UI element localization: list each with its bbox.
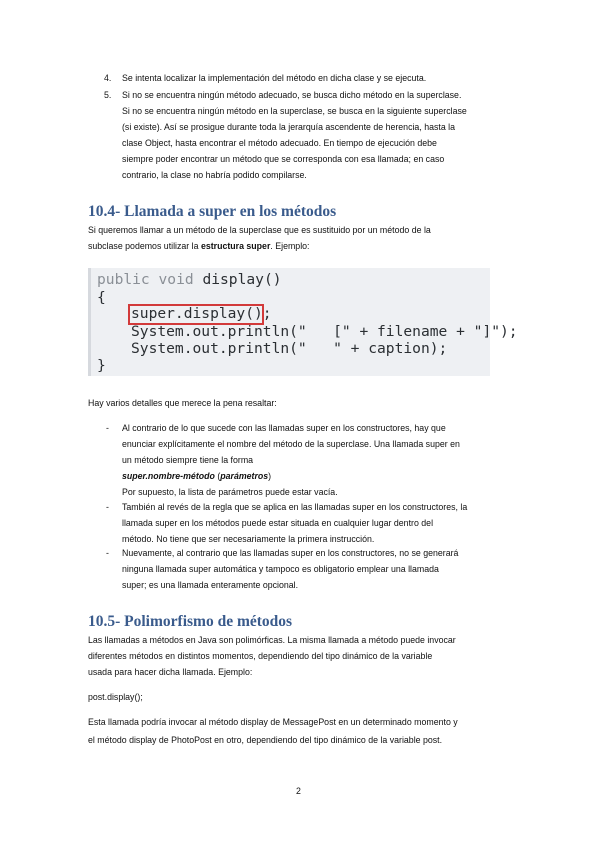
form-paren: ( bbox=[214, 471, 221, 481]
code-keyword: public void bbox=[97, 271, 203, 288]
page-number: 2 bbox=[296, 786, 301, 796]
code-block bbox=[88, 268, 518, 376]
bullet-line: un método siempre tiene la forma bbox=[122, 455, 254, 465]
intro-line: Si queremos llamar a un método de la superclase que es sustituido por un método de la bbox=[88, 225, 431, 235]
list-text-line: Si no se encuentra ningún método adecuado, se busca dicho método en la superclase. bbox=[122, 90, 462, 100]
paragraph-line: Las llamadas a métodos en Java son polimórficas. La misma llamada a método puede invocar bbox=[88, 635, 456, 645]
list-number: 4. bbox=[104, 73, 112, 83]
bullet-line: ninguna llamada super automática y tampoco es obligatorio emplear una llamada bbox=[122, 564, 439, 574]
bullet-line: llamada super en los métodos puede estar situada en cualquier lugar dentro del bbox=[122, 518, 434, 528]
code-text: display() bbox=[202, 271, 282, 288]
bullet-line: Por supuesto, la lista de parámetros puede estar vacía. bbox=[122, 487, 338, 497]
bullet-dash: - bbox=[106, 502, 109, 512]
code-line: } bbox=[97, 357, 106, 374]
details-intro: Hay varios detalles que merece la pena resaltar: bbox=[88, 398, 277, 408]
section-heading-10-4: 10.4- Llamada a super en los métodos bbox=[88, 203, 337, 220]
bullet-dash: - bbox=[106, 548, 109, 558]
form-paren: ) bbox=[268, 471, 272, 481]
code-line bbox=[97, 271, 282, 288]
paragraph-line: el método display de PhotoPost en otro, dependiendo del tipo dinámico de la variable post. bbox=[88, 735, 443, 745]
bullet-line: enunciar explícitamente el nombre del método de la superclase. Una llamada super en bbox=[122, 439, 460, 449]
list-text-line: Si no se encuentra ningún método en la superclase, se busca en la siguiente superclase bbox=[122, 106, 467, 116]
paragraph-line: diferentes métodos en distintos momentos, dependiendo del tipo dinámico de la variable bbox=[88, 651, 433, 661]
code-line: System.out.println(" " + caption); bbox=[131, 340, 448, 357]
list-text-line: (si existe). Así se prosigue durante toda la jerarquía ascendente de herencia, hasta la bbox=[122, 122, 456, 132]
highlight-box bbox=[128, 304, 264, 325]
intro-line bbox=[88, 239, 310, 255]
paragraph-line: usada para hacer dicha llamada. Ejemplo: bbox=[88, 667, 253, 677]
bullet-line: Nuevamente, al contrario que las llamadas super en los constructores, no se generará bbox=[122, 548, 459, 558]
intro-text: subclase podemos utilizar la bbox=[88, 241, 201, 251]
bullet-dash: - bbox=[106, 423, 109, 433]
bullet-line: super; es una llamada enteramente opcional. bbox=[122, 580, 299, 590]
code-line-highlighted: super.display(); bbox=[131, 305, 272, 322]
section-heading-10-5: 10.5- Polimorfismo de métodos bbox=[88, 613, 293, 630]
code-example: post.display(); bbox=[88, 692, 143, 702]
code-line: System.out.println(" [" + filename + "]"); bbox=[131, 323, 518, 340]
bullet-line: método. No tiene que ser necesariamente la primera instrucción. bbox=[122, 534, 375, 544]
form-bold: super.nombre-método bbox=[122, 471, 215, 481]
list-number: 5. bbox=[104, 90, 112, 100]
code-line: { bbox=[97, 289, 106, 306]
bullet-line: Al contrario de lo que sucede con las llamadas super en los constructores, hay que bbox=[122, 423, 446, 433]
intro-text: . Ejemplo: bbox=[270, 241, 310, 251]
list-text-line: clase Object, hasta encontrar el método adecuado. En tiempo de ejecución debe bbox=[122, 138, 437, 148]
bullet-form bbox=[122, 469, 271, 485]
list-text-line: siempre poder encontrar un método que se corresponda con esa llamada; en caso bbox=[122, 154, 445, 164]
intro-bold: estructura super bbox=[200, 241, 271, 251]
bullet-line: También al revés de la regla que se aplica en las llamadas super en los constructores, la bbox=[122, 502, 468, 512]
list-text: Se intenta localizar la implementación del método en dicha clase y se ejecuta. bbox=[122, 73, 427, 83]
paragraph-line: Esta llamada podría invocar al método display de MessagePost en un determinado momento y bbox=[88, 717, 458, 727]
form-param: parámetros bbox=[220, 471, 269, 481]
list-text-line: contrario, la clase no habría podido compilarse. bbox=[122, 170, 307, 180]
